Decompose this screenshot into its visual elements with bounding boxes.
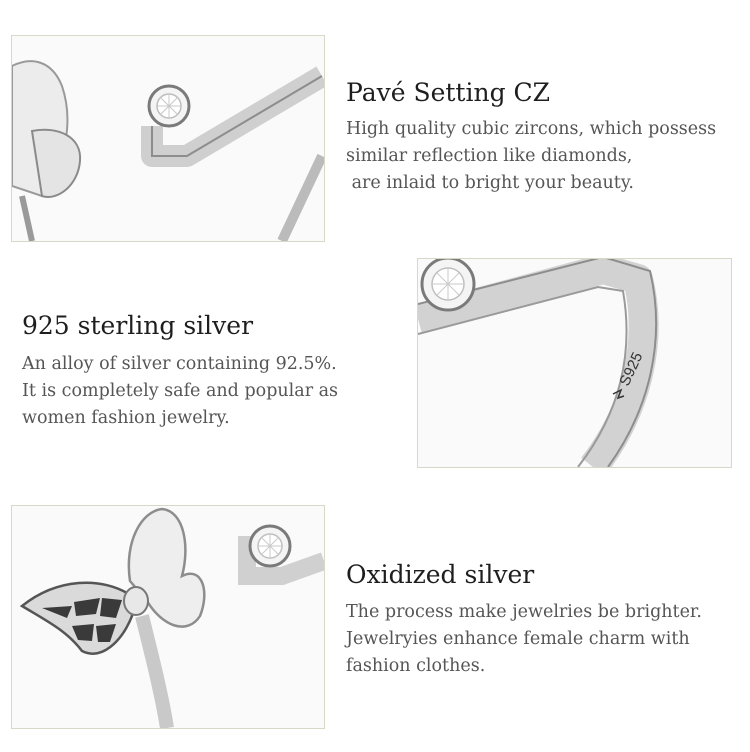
description-line: It is completely safe and popular as [22,381,339,401]
description-line: fashion clothes. [346,656,486,676]
section-heading: 925 sterling silver [22,311,254,340]
description-line: similar reflection like diamonds, [346,146,633,166]
description-line: women fashion jewelry. [22,408,230,428]
ring-band [142,616,167,728]
ring-photo-cz-setting [11,35,325,242]
description-line: are inlaid to bright your beauty. [346,173,634,193]
description-line: High quality cubic zircons, which possess [346,119,717,139]
description-line: An alloy of silver containing 92.5%. [22,354,337,374]
engraving-text: S925 [616,349,647,389]
section-heading: Pavé Setting CZ [346,78,551,107]
ring-photo-sterling-silver [417,258,732,468]
section-description [346,116,716,197]
ring-photo-oxidized [11,505,325,729]
butterfly-wing-lower [22,583,132,654]
description-line: The process make jewelries be brighter. [346,602,702,622]
description-line: Jewelryies enhance female charm with [346,629,690,649]
section-heading: Oxidized silver [346,560,535,589]
section-description [346,599,702,680]
section-description [22,351,338,432]
